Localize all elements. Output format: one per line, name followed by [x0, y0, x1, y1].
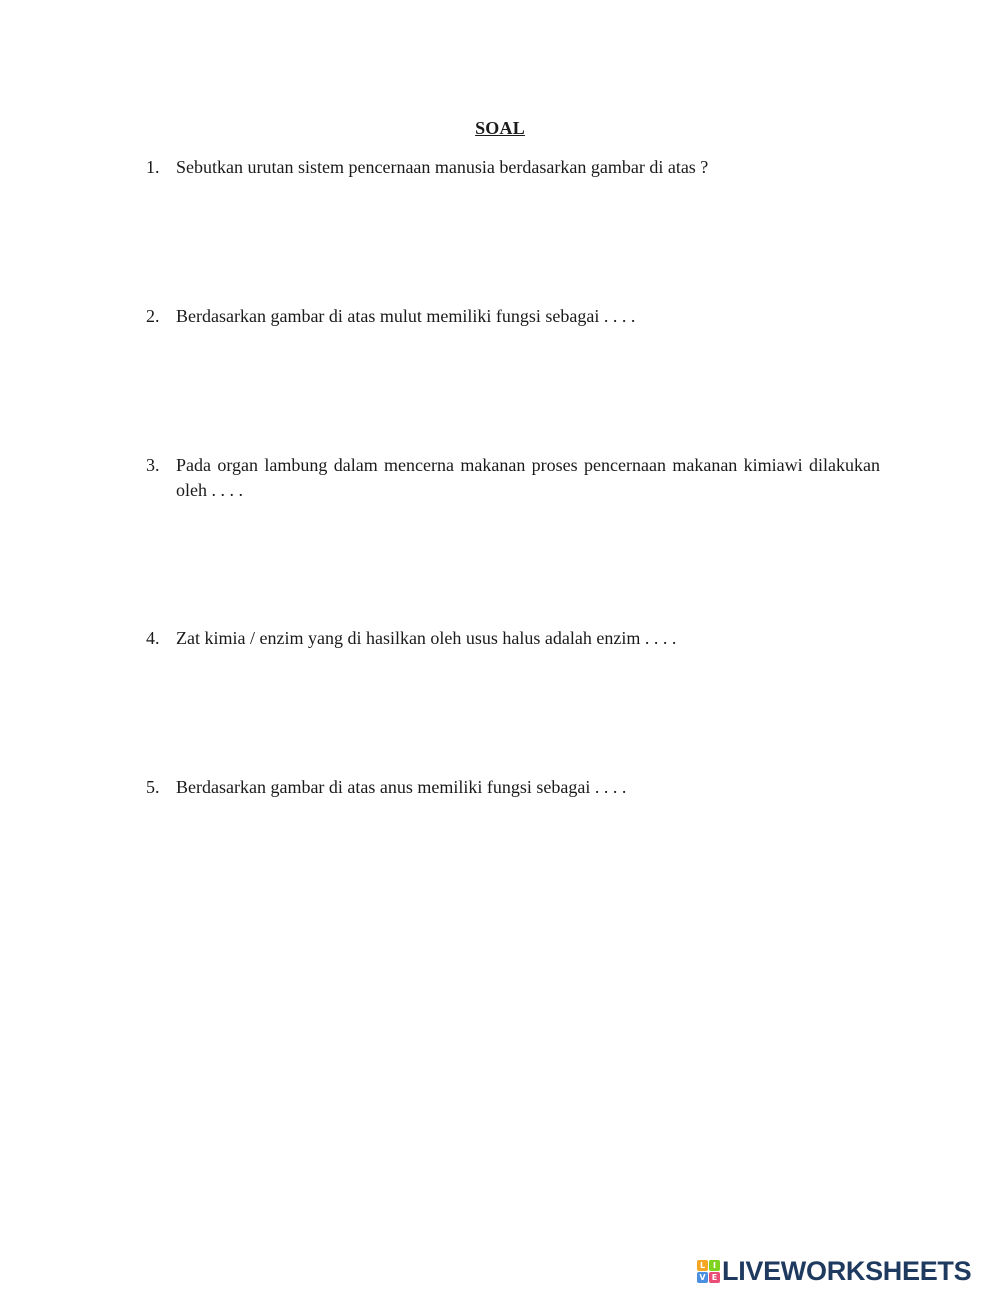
- question-text: Sebutkan urutan sistem pencernaan manusia berdasarkan gambar di atas ?: [176, 157, 709, 177]
- question-1: [146, 155, 880, 180]
- question-number: 4.: [146, 628, 160, 648]
- question-text: Pada organ lambung dalam mencerna makanan proses pencernaan makanan kimiawi dilakukan oleh . . . .: [176, 455, 880, 500]
- logo-square-e: E: [709, 1272, 720, 1283]
- liveworksheets-brand: [697, 1256, 971, 1286]
- question-3: [146, 453, 880, 503]
- question-text: Zat kimia / enzim yang di hasilkan oleh usus halus adalah enzim . . . .: [176, 628, 677, 648]
- question-number: 1.: [146, 157, 160, 177]
- brand-text: LIVEWORKSHEETS: [722, 1256, 972, 1286]
- question-5: [146, 775, 880, 800]
- logo-square-i: I: [709, 1260, 720, 1271]
- logo-square-l: L: [697, 1260, 708, 1271]
- page-title: SOAL: [475, 118, 525, 138]
- question-text: Berdasarkan gambar di atas anus memiliki fungsi sebagai . . . .: [176, 777, 627, 797]
- logo-square-v: V: [697, 1272, 708, 1283]
- liveworksheets-logo-icon: [697, 1260, 720, 1283]
- question-number: 5.: [146, 777, 160, 797]
- question-text: Berdasarkan gambar di atas mulut memiliki fungsi sebagai . . . .: [176, 306, 636, 326]
- question-4: [146, 626, 880, 651]
- question-number: 3.: [146, 455, 160, 475]
- question-2: [146, 304, 880, 329]
- question-number: 2.: [146, 306, 160, 326]
